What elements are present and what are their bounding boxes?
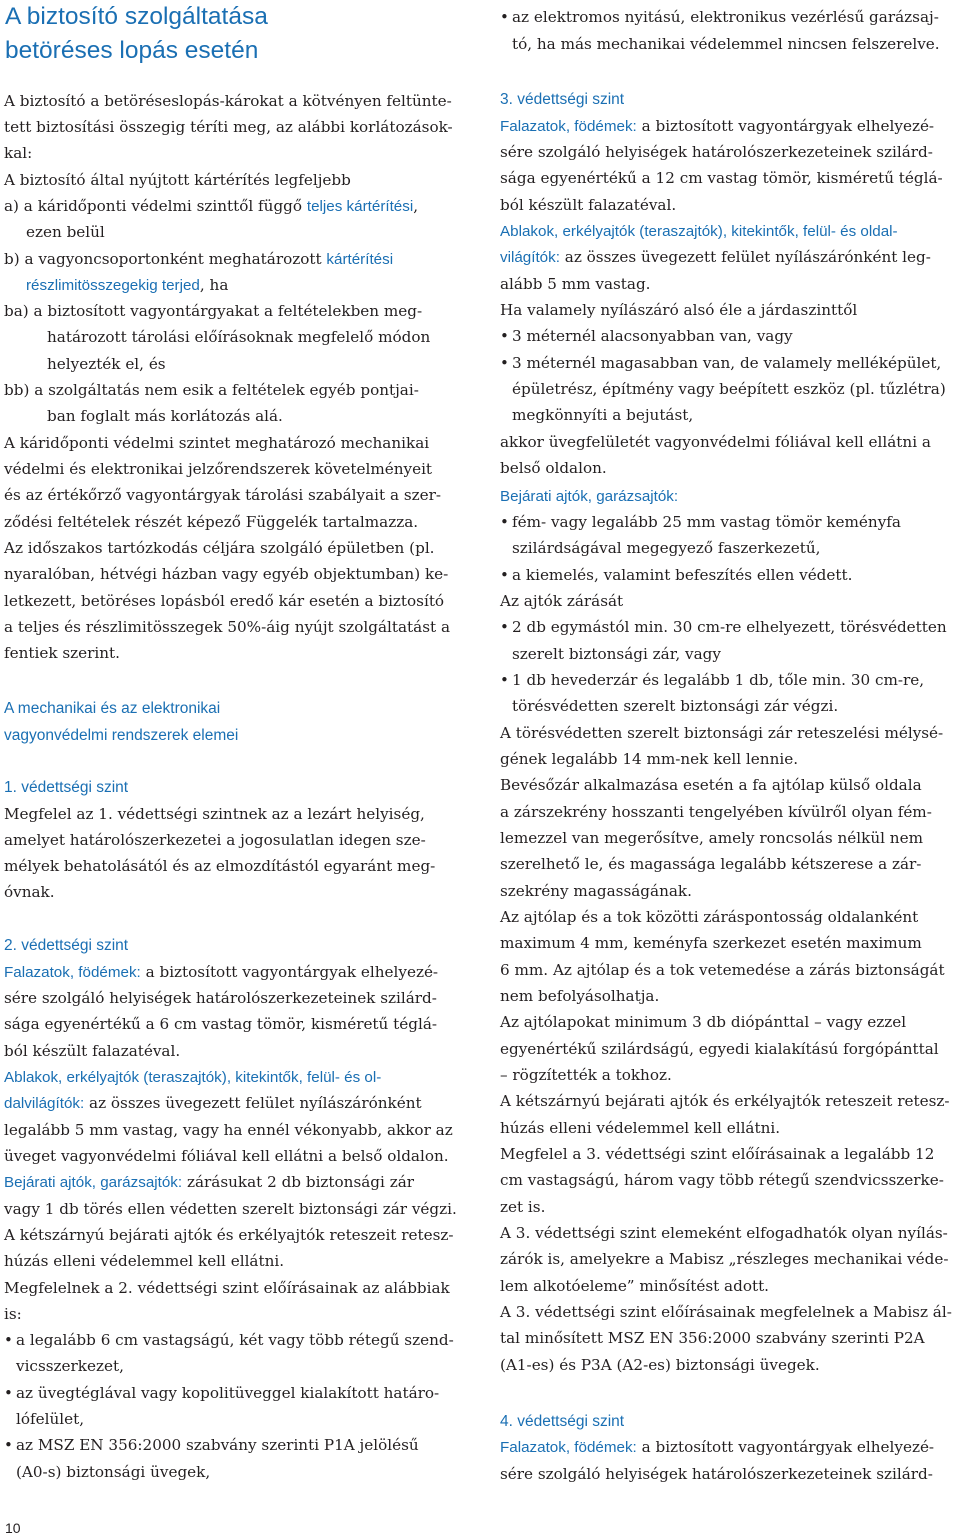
- text-line: [4, 193, 418, 220]
- text-line: [500, 1220, 948, 1246]
- text-line: [512, 535, 820, 561]
- text-segment: A 3. védettségi szint előírásainak megfelelnek a Mabisz ál-: [500, 1303, 952, 1321]
- text-line: [4, 88, 452, 114]
- text-segment: határozott tárolási előírásoknak megfelelő módon: [47, 328, 431, 346]
- text-segment: ból készült falazatéval.: [4, 1042, 181, 1060]
- text-line: [500, 509, 901, 535]
- text-line: [500, 1434, 934, 1461]
- text-segment: A kétszárnyú bejárati ajtók és erkélyajtók reteszeit retesz-: [500, 1092, 950, 1110]
- section-heading: [500, 86, 624, 113]
- text-line: [500, 562, 853, 588]
- text-segment: ,: [413, 197, 419, 215]
- text-segment: szerelt biztonsági zár, vagy: [512, 645, 721, 663]
- text-segment: Ha valamely nyílászáró alsó éle a járdaszinttől: [500, 301, 858, 319]
- text-segment: vicsszerkezet,: [16, 1357, 124, 1375]
- text-line: [500, 772, 922, 798]
- text-line: [4, 140, 32, 166]
- text-line: [47, 351, 166, 377]
- text-segment: mélyek behatolásától és az elmozdítástól egyaránt meg-: [4, 857, 436, 875]
- text-segment: A kétszárnyú bejárati ajtók és erkélyajtók reteszeit retesz-: [4, 1226, 454, 1244]
- text-line: [4, 509, 418, 535]
- text-segment: szerelhető le, és magassága legalább kétszerese a zár-: [500, 855, 922, 873]
- text-line: [4, 1011, 437, 1037]
- text-line: [500, 192, 676, 218]
- text-line: [500, 720, 943, 746]
- text-line: [4, 561, 448, 587]
- text-segment: (A0-s) biztonsági üvegek,: [16, 1463, 211, 1481]
- text-segment: a kiemelés, valamint befeszítés ellen védett.: [512, 566, 853, 584]
- section-heading: [4, 695, 220, 722]
- text-line: [500, 1141, 934, 1167]
- text-line: [4, 430, 429, 456]
- text-segment: alább 5 mm vastag.: [500, 275, 651, 293]
- bullet-icon: •: [4, 1436, 13, 1454]
- bullet-icon: •: [500, 618, 509, 636]
- page-title: [5, 0, 475, 68]
- text-line: [4, 535, 435, 561]
- text-segment: tal minősített MSZ EN 356:2000 szabvány szerinti P2A: [500, 1329, 925, 1347]
- text-line: [4, 1196, 457, 1222]
- text-line: [4, 1327, 454, 1353]
- highlighted-text: vagyonvédelmi rendszerek elemei: [4, 727, 239, 744]
- text-line: [500, 1009, 906, 1035]
- text-segment: Az ajtók zárását: [500, 592, 624, 610]
- text-line: [4, 959, 438, 986]
- highlighted-text: Ablakok, erkélyajtók (teraszajtók), kitekintők, felül- és ol-: [4, 1069, 382, 1086]
- text-line: [500, 1299, 952, 1325]
- text-line: [4, 1432, 419, 1458]
- text-segment: is:: [4, 1305, 22, 1323]
- text-segment: Az ajtólapokat minimum 3 db diópánttal – vagy ezzel: [500, 1013, 907, 1031]
- text-line: [4, 482, 441, 508]
- text-segment: a) a káridőponti védelmi szinttől függő: [4, 197, 307, 215]
- text-line: [500, 825, 923, 851]
- highlighted-text: 3. védettségi szint: [500, 91, 625, 108]
- text-segment: a zárszekrény hosszanti tengelyében kívülről olyan fém-: [500, 803, 932, 821]
- text-segment: a biztosított vagyontárgyak elhelyezé-: [140, 963, 439, 981]
- text-line: [4, 640, 120, 666]
- text-segment: A káridőponti védelmi szintet meghatározó mechanikai: [4, 434, 430, 452]
- bullet-icon: •: [4, 1384, 13, 1402]
- text-segment: Megfelel a 3. védettségi szint előírásainak a legalább 12: [500, 1145, 935, 1163]
- text-line: [512, 693, 838, 719]
- text-segment: 2 db egymástól min. 30 cm-re elhelyezett, törésvédetten: [512, 618, 947, 636]
- text-line: [4, 853, 435, 879]
- highlighted-text: Bejárati ajtók, garázsajtók:: [4, 1174, 183, 1191]
- text-segment: A biztosító által nyújtott kártérítés legfeljebb: [4, 171, 351, 189]
- text-line: [4, 1117, 453, 1143]
- highlighted-text: 2. védettségi szint: [4, 937, 129, 954]
- text-line: [500, 1115, 780, 1141]
- highlighted-text: dalvilágítók:: [4, 1095, 85, 1112]
- text-segment: az összes üvegezett felület nyílászárónként: [84, 1094, 422, 1112]
- text-segment: lemezzel van megerősítve, amely roncsolás nélkül nem: [500, 829, 923, 847]
- text-line: [4, 377, 419, 403]
- text-segment: , ha: [199, 276, 229, 294]
- text-line: [4, 298, 422, 324]
- title-line-2: betöréses lopás esetén: [5, 37, 259, 64]
- text-line: [500, 1461, 933, 1487]
- text-line: [26, 272, 228, 299]
- text-segment: amelyet határolószerkezetei a jogosulatlan idegen sze-: [4, 831, 426, 849]
- text-line: [4, 801, 425, 827]
- text-segment: cm vastagságú, három vagy több rétegű szendvicsszerke-: [500, 1171, 944, 1189]
- bullet-icon: •: [500, 513, 509, 531]
- highlighted-text: Falazatok, födémek:: [500, 1439, 637, 1456]
- text-line: [16, 1406, 84, 1432]
- text-segment: nem befolyásolhatja.: [500, 987, 660, 1005]
- text-segment: A 3. védettségi szint elemeként elfogadhatók olyan nyílás-: [500, 1224, 948, 1242]
- text-segment: tett biztosítási összegig téríti meg, az alábbi korlátozások-: [4, 118, 453, 136]
- text-segment: zet is.: [500, 1198, 546, 1216]
- text-segment: 3 méternél alacsonyabban van, vagy: [512, 327, 793, 345]
- text-line: [500, 323, 793, 349]
- text-line: [16, 1353, 124, 1379]
- text-segment: a biztosított vagyontárgyak elhelyezé-: [636, 1438, 935, 1456]
- text-segment: 6 mm. Az ajtólap és a tok vetemedése a zárás biztonságát: [500, 961, 945, 979]
- text-segment: óvnak.: [4, 883, 55, 901]
- text-segment: vagy 1 db törés ellen védetten szerelt biztonsági zár végzi.: [4, 1200, 457, 1218]
- text-segment: helyezték el, és: [47, 355, 166, 373]
- text-segment: megkönnyíti a bejutást,: [512, 406, 694, 424]
- text-segment: lófelület,: [16, 1410, 85, 1428]
- text-segment: ból készült falazatéval.: [500, 196, 677, 214]
- text-segment: zárásukat 2 db biztonsági zár: [182, 1173, 415, 1191]
- text-line: [4, 1169, 414, 1196]
- text-segment: ezen belül: [26, 223, 105, 241]
- text-line: [4, 1222, 454, 1248]
- text-line: [4, 167, 351, 193]
- text-segment: b) a vagyoncsoportonként meghatározott: [4, 250, 327, 268]
- text-line: [4, 1143, 449, 1169]
- text-line: [4, 1064, 381, 1091]
- text-line: [500, 165, 943, 191]
- text-segment: sére szolgáló helyiségek határolószerkezeteinek szilárd-: [4, 989, 437, 1007]
- text-segment: sága egyenértékű a 12 cm vastag tömör, kisméretű téglá-: [500, 169, 943, 187]
- text-segment: ződési feltételek részét képező Függelék tartalmazza.: [4, 513, 419, 531]
- text-line: [4, 879, 55, 905]
- title-line-1: A biztosító szolgáltatása: [5, 3, 268, 30]
- text-line: [500, 113, 934, 140]
- text-line: [500, 139, 933, 165]
- text-line: [4, 114, 453, 140]
- text-segment: – rögzítették a tokhoz.: [500, 1066, 672, 1084]
- text-segment: törésvédetten szerelt biztonsági zár végzi.: [512, 697, 839, 715]
- text-line: [4, 1275, 450, 1301]
- text-segment: üveget vagyonvédelmi fóliával kell ellátni a belső oldalon.: [4, 1147, 449, 1165]
- text-segment: letkezett, betöréses lopásból eredő kár esetén a biztosító: [4, 592, 445, 610]
- text-segment: húzás elleni védelemmel kell ellátni.: [4, 1252, 285, 1270]
- text-line: [500, 878, 692, 904]
- highlighted-text: teljes kártérítési: [306, 198, 414, 215]
- text-segment: (A1-es) és P3A (A2-es) biztonsági üvegek.: [500, 1356, 820, 1374]
- text-line: [512, 402, 693, 428]
- highlighted-text: Falazatok, födémek:: [500, 118, 637, 135]
- text-line: [47, 403, 283, 429]
- text-segment: az MSZ EN 356:2000 szabvány szerinti P1A jelölésű: [16, 1436, 419, 1454]
- text-line: [512, 641, 721, 667]
- text-line: [500, 667, 925, 693]
- text-segment: legalább 5 mm vastag, vagy ha ennél vékonyabb, akkor az: [4, 1121, 453, 1139]
- text-segment: szilárdságával megegyező faszerkezetű,: [512, 539, 821, 557]
- text-line: [500, 588, 623, 614]
- text-segment: épületrész, építmény vagy beépített eszköz (pl. tűzlétra): [512, 380, 946, 398]
- text-segment: a biztosított vagyontárgyak elhelyezé-: [636, 117, 935, 135]
- text-segment: az üvegtéglával vagy kopolitüveggel kialakított határo-: [16, 1384, 440, 1402]
- text-line: [500, 297, 857, 323]
- text-line: [500, 455, 607, 481]
- text-line: [500, 799, 932, 825]
- text-segment: ban foglalt más korlátozás alá.: [47, 407, 283, 425]
- text-line: [500, 1088, 950, 1114]
- text-segment: 3 méternél magasabban van, de valamely melléképület,: [512, 354, 942, 372]
- text-line: [500, 957, 945, 983]
- highlighted-text: kártérítési: [326, 251, 394, 268]
- text-segment: az összes üvegezett felület nyílászárónként leg-: [559, 248, 931, 266]
- highlighted-text: Bejárati ajtók, garázsajtók:: [500, 488, 679, 505]
- text-segment: és az értékőrző vagyontárgyak tárolási szabályait a szer-: [4, 486, 441, 504]
- text-line: [500, 1325, 925, 1351]
- text-segment: egyenértékű szilárdságú, egyedi kialakítású forgópánttal: [500, 1040, 939, 1058]
- text-line: [4, 985, 437, 1011]
- highlighted-text: A mechanikai és az elektronikai: [4, 700, 221, 717]
- text-segment: sére szolgáló helyiségek határolószerkezeteinek szilárd-: [500, 1465, 933, 1483]
- text-segment: A törésvédetten szerelt biztonsági zár reteszelési mélysé-: [500, 724, 944, 742]
- text-line: [500, 746, 798, 772]
- highlighted-text: világítók:: [500, 249, 560, 266]
- text-line: [500, 218, 898, 245]
- text-line: [500, 483, 678, 510]
- text-line: [4, 1380, 440, 1406]
- text-line: [4, 246, 393, 273]
- text-line: [4, 1038, 180, 1064]
- bullet-icon: •: [500, 671, 509, 689]
- highlighted-text: 1. védettségi szint: [4, 779, 129, 796]
- text-segment: a teljes és részlimitösszegek 50%-áig nyújt szolgáltatást a: [4, 618, 450, 636]
- text-line: [500, 1352, 820, 1378]
- section-heading: [4, 932, 128, 959]
- text-line: [4, 827, 426, 853]
- text-segment: bb) a szolgáltatás nem esik a feltételek egyéb pontjai-: [4, 381, 419, 399]
- text-segment: akkor üvegfelületét vagyonvédelmi fóliával kell ellátni a: [500, 433, 931, 451]
- text-line: [4, 1090, 422, 1117]
- section-heading: [4, 722, 238, 749]
- text-segment: gének legalább 14 mm-nek kell lennie.: [500, 750, 799, 768]
- text-line: [500, 1167, 944, 1193]
- text-segment: ba) a biztosított vagyontárgyakat a feltételekben meg-: [4, 302, 423, 320]
- text-segment: A biztosító a betöréseslopás-károkat a kötvényen feltünte-: [4, 92, 452, 110]
- text-line: [4, 614, 450, 640]
- text-line: [500, 851, 921, 877]
- text-segment: fém- vagy legalább 25 mm vastag tömör keményfa: [512, 513, 901, 531]
- text-segment: Az időszakos tartózkodás céljára szolgáló épületben (pl.: [4, 539, 435, 557]
- text-line: [26, 219, 105, 245]
- text-line: [16, 1459, 210, 1485]
- text-line: [500, 429, 931, 455]
- bullet-icon: •: [500, 8, 509, 26]
- text-segment: szekrény magasságának.: [500, 882, 692, 900]
- text-line: [500, 271, 651, 297]
- text-segment: 1 db hevederzár és legalább 1 db, tőle min. 30 cm-re,: [512, 671, 925, 689]
- text-line: [500, 930, 922, 956]
- text-line: [500, 1036, 939, 1062]
- text-segment: védelmi és elektronikai jelzőrendszerek követelményeit: [4, 460, 433, 478]
- text-segment: lem alkotóeleme” minősítést adott.: [500, 1277, 769, 1295]
- page-number: 10: [5, 1520, 21, 1536]
- section-heading: [4, 774, 128, 801]
- text-segment: Megfelel az 1. védettségi szintnek az a lezárt helyiség,: [4, 805, 425, 823]
- text-segment: tó, ha más mechanikai védelemmel nincsen felszerelve.: [512, 35, 940, 53]
- section-heading: [500, 1408, 624, 1435]
- text-segment: zárók is, amelyekre a Mabisz „részleges mechanikai véde-: [500, 1250, 949, 1268]
- text-line: [500, 1194, 545, 1220]
- bullet-icon: •: [500, 354, 509, 372]
- highlighted-text: Ablakok, erkélyajtók (teraszajtók), kitekintők, felül- és oldal-: [500, 223, 898, 240]
- highlighted-text: Falazatok, födémek:: [4, 964, 141, 981]
- text-segment: fentiek szerint.: [4, 644, 120, 662]
- text-line: [4, 588, 444, 614]
- text-line: [4, 1301, 22, 1327]
- text-segment: belső oldalon.: [500, 459, 607, 477]
- bullet-icon: •: [4, 1331, 13, 1349]
- text-segment: sére szolgáló helyiségek határolószerkezeteinek szilárd-: [500, 143, 933, 161]
- text-line: [500, 244, 931, 271]
- text-line: [500, 1246, 948, 1272]
- text-line: [500, 983, 659, 1009]
- text-line: [500, 4, 939, 30]
- text-line: [4, 456, 432, 482]
- text-line: [512, 31, 940, 57]
- text-line: [512, 376, 946, 402]
- text-segment: Bevésőzár alkalmazása esetén a fa ajtólap külső oldala: [500, 776, 922, 794]
- text-segment: nyaralóban, hétvégi házban vagy egyéb objektumban) ke-: [4, 565, 449, 583]
- text-line: [500, 614, 947, 640]
- text-line: [500, 1062, 672, 1088]
- text-segment: a legalább 6 cm vastagságú, két vagy több rétegű szend-: [16, 1331, 454, 1349]
- bullet-icon: •: [500, 566, 509, 584]
- highlighted-text: 4. védettségi szint: [500, 1413, 625, 1430]
- text-line: [500, 350, 942, 376]
- text-segment: az elektromos nyitású, elektronikus vezérlésű garázsaj-: [512, 8, 939, 26]
- text-segment: Az ajtólap és a tok közötti záráspontosság oldalanként: [500, 908, 919, 926]
- text-segment: kal:: [4, 144, 33, 162]
- text-line: [500, 904, 918, 930]
- bullet-icon: •: [500, 327, 509, 345]
- highlighted-text: részlimitösszegekig terjed: [26, 277, 200, 294]
- text-line: [500, 1273, 769, 1299]
- text-segment: maximum 4 mm, keményfa szerkezet esetén maximum: [500, 934, 922, 952]
- text-segment: húzás elleni védelemmel kell ellátni.: [500, 1119, 781, 1137]
- text-segment: Megfelelnek a 2. védettségi szint előírásainak az alábbiak: [4, 1279, 450, 1297]
- text-line: [47, 324, 430, 350]
- text-line: [4, 1248, 284, 1274]
- text-segment: sága egyenértékű a 6 cm vastag tömör, kisméretű téglá-: [4, 1015, 438, 1033]
